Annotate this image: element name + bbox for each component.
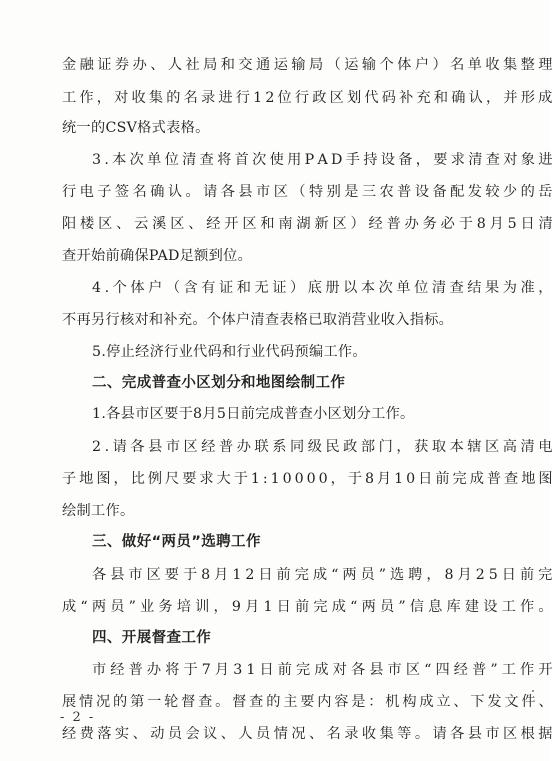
- body-line: 成 “ 两 员 ” 业 务 培 训 ， 9 月 1 日 前 完 成 “ 两 员 ” 信 息 库 建 设 工 作 。: [62, 599, 553, 615]
- body-line: 3 . 本 次 单 位 清 查 将 首 次 使 用 P A D 手 持 设 备 ， 要 求 清 查 对 象 进: [92, 152, 553, 168]
- body-line: 1.各县市区要于8月5日前完成普查小区划分工作。: [92, 406, 415, 422]
- body-line: 统一的CSV格式表格。: [62, 120, 210, 136]
- body-line: 4 . 个 体 户 （ 含 有 证 和 无 证 ） 底 册 以 本 次 单 位 清 查 结 果 为 准 ，: [92, 280, 553, 296]
- body-line: 绘制工作。: [62, 503, 135, 519]
- body-line: 查开始前确保PAD足额到位。: [62, 248, 253, 264]
- body-line: 经 费 落 实 、 动 员 会 议 、 人 员 情 况 、 名 录 收 集 等 。 请 各 县 市 区 根 据: [62, 726, 553, 742]
- body-line: 工 作 ， 对 收 集 的 名 录 进 行 1 2 位 行 政 区 划 代 码 补 充 和 确 认 ， 并 形 成: [62, 90, 553, 106]
- body-line: 阳 楼 区 、 云 溪 区 、 经 开 区 和 南 湖 新 区 ） 经 普 办 务 必 于 8 月 5 日 清: [62, 216, 553, 232]
- body-line: 5.停止经济行业代码和行业代码预编工作。: [92, 344, 367, 360]
- scan-speck: [532, 690, 534, 692]
- body-line: 不再另行核对和补充。个体户清查表格已取消营业收入指标。: [62, 312, 454, 328]
- body-line: 行 电 子 签 名 确 认 。 请 各 县 市 区 （ 特 别 是 三 农 普 设 备 配 发 较 少 的 岳: [62, 184, 553, 200]
- section-heading: 四、开展督查工作: [92, 630, 212, 646]
- section-heading: 三、做好“两员”选聘工作: [92, 534, 261, 550]
- body-line: 各 县 市 区 要 于 8 月 1 2 日 前 完 成 “ 两 员 ” 选 聘 ， 8 月 2 5 日 前 完: [92, 567, 553, 583]
- section-heading: 二、完成普查小区划分和地图绘制工作: [92, 375, 346, 391]
- body-line: 市 经 普 办 将 于 7 月 3 1 日 前 完 成 对 各 县 市 区 “ 四 经 普 ” 工 作 开: [92, 662, 553, 678]
- page-number: - 2 -: [60, 710, 96, 725]
- body-line: 2 . 请 各 县 市 区 经 普 办 联 系 同 级 民 政 部 门 ， 获 取 本 辖 区 高 清 电: [92, 439, 553, 455]
- body-line: 子 地 图 ， 比 例 尺 要 求 大 于 1 : 1 0 0 0 0 ， 于 8 月 1 0 日 前 完 成 普 查 地 图: [62, 471, 553, 487]
- body-line: 金 融 证 券 办 、 人 社 局 和 交 通 运 输 局 （ 运 输 个 体 户 ） 名 单 收 集 整 理: [62, 57, 553, 73]
- body-line: 展 情 况 的 第 一 轮 督 查 。 督 查 的 主 要 内 容 是 ： 机 构 成 立 、 下 发 文 件 、: [62, 694, 553, 710]
